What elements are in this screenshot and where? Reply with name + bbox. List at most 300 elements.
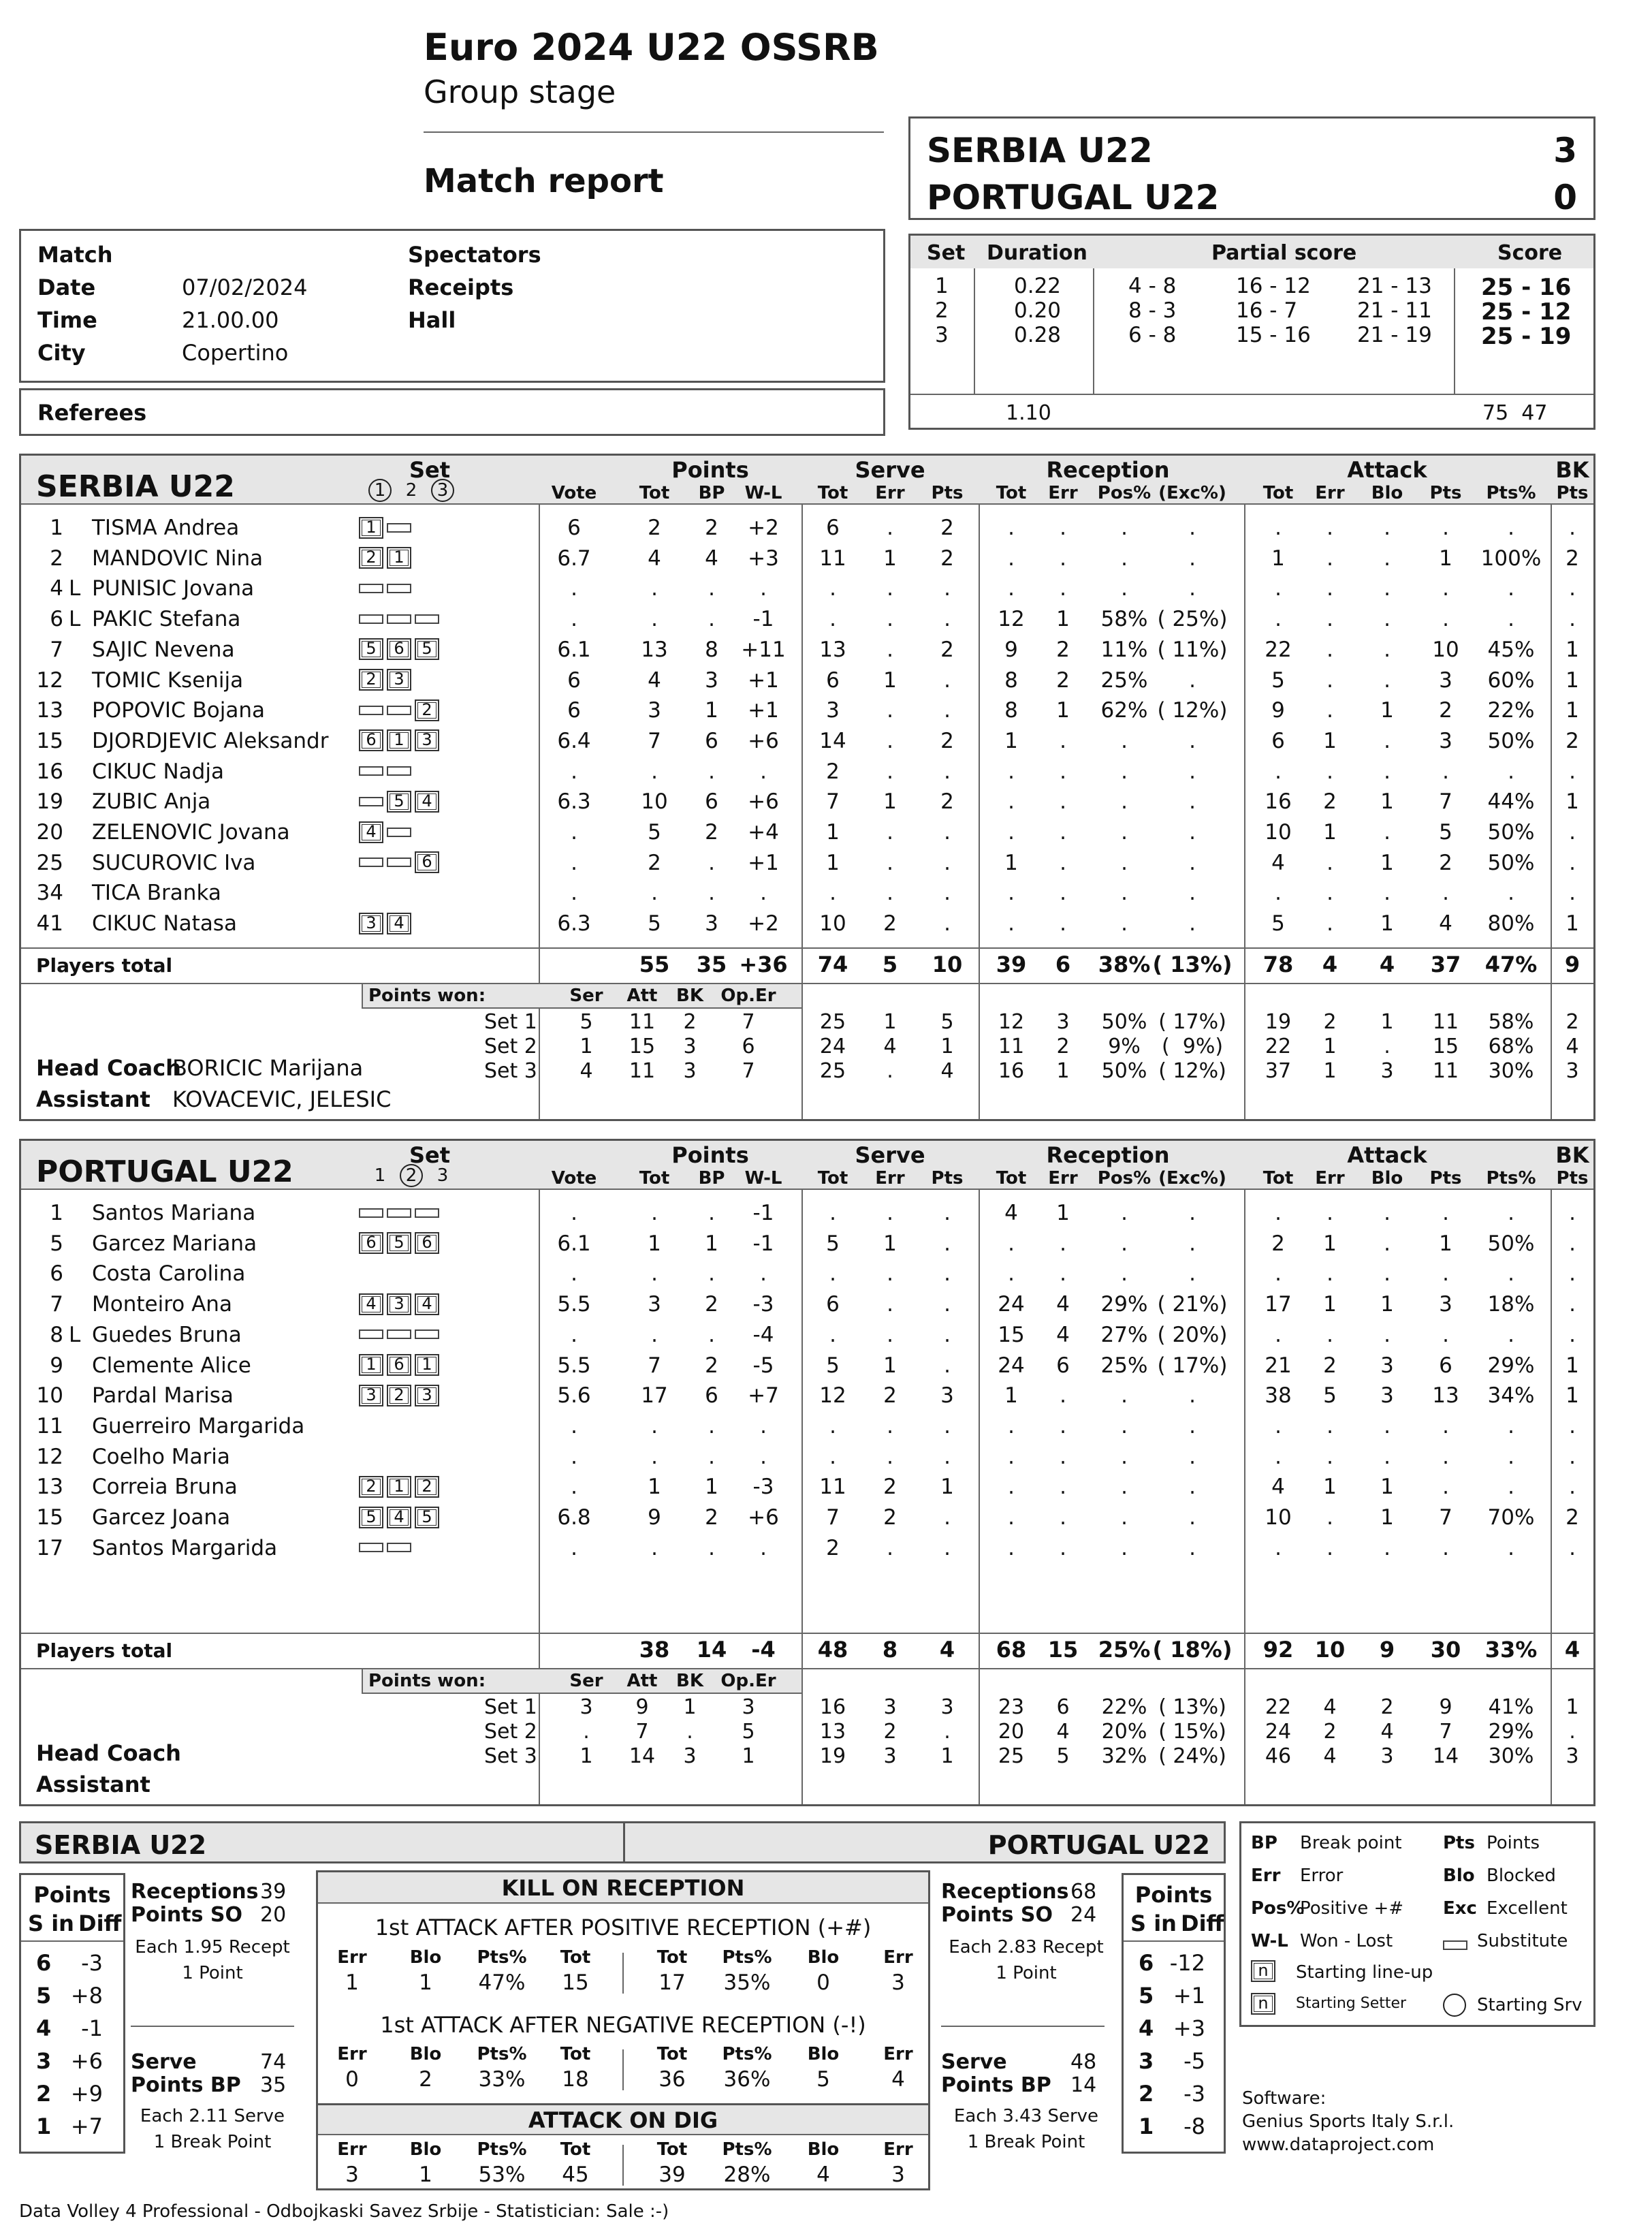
stat-apts: . bbox=[1442, 576, 1449, 601]
set-aerr: 2 bbox=[1323, 1010, 1337, 1034]
stat-atot: 6 bbox=[1271, 728, 1285, 753]
kill-divider bbox=[622, 2145, 624, 2186]
stat-atot: . bbox=[1275, 607, 1282, 632]
stat-aptsp: . bbox=[1508, 576, 1514, 601]
pw-bk: BK bbox=[676, 1671, 703, 1691]
kill-value: 0 bbox=[345, 2067, 359, 2092]
stat-atot: 9 bbox=[1271, 698, 1285, 723]
report-subtitle: Group stage bbox=[424, 74, 616, 110]
partial-score-16: 16 - 7 bbox=[1236, 298, 1298, 323]
stat-vote: 5.6 bbox=[557, 1383, 591, 1409]
pw-oper-value: 7 bbox=[742, 1010, 755, 1034]
stat-apts: . bbox=[1442, 1261, 1449, 1287]
stat-serr: 1 bbox=[883, 1353, 897, 1378]
stat-stot: 1 bbox=[826, 820, 840, 845]
stat-serr: 1 bbox=[883, 667, 897, 693]
pw-ser-value: 5 bbox=[579, 1010, 593, 1034]
legend-pts-text: Points bbox=[1487, 1833, 1540, 1853]
set-number: 2 bbox=[935, 298, 949, 323]
rotation-number: 2 bbox=[1139, 2081, 1154, 2107]
kill-col-header: Err bbox=[337, 2139, 367, 2160]
pw-bk-value: 2 bbox=[683, 1010, 697, 1034]
starting-position-icon: 3 bbox=[415, 1385, 439, 1406]
stat-rerr: . bbox=[1060, 1475, 1066, 1500]
substitute-icon bbox=[387, 766, 411, 776]
stat-ptot: . bbox=[651, 759, 658, 784]
kill-value: 36% bbox=[723, 2067, 771, 2092]
away-rot-diff-label: Diff bbox=[1181, 1910, 1224, 1936]
starting-position-icon: 1 bbox=[415, 1354, 439, 1376]
player-row bbox=[21, 604, 1587, 634]
software-url[interactable]: www.dataproject.com bbox=[1242, 2135, 1435, 2155]
kill-col-header: Tot bbox=[560, 2139, 591, 2160]
player-name: TISMA Andrea bbox=[92, 516, 240, 540]
total-ablo: 9 bbox=[1379, 1637, 1395, 1663]
subheader-serr: Err bbox=[875, 1168, 905, 1189]
stat-wl: +4 bbox=[748, 820, 779, 845]
set-bk: 3 bbox=[1566, 1744, 1579, 1768]
pw-bk-value: 3 bbox=[683, 1059, 697, 1083]
stat-spts: 2 bbox=[940, 516, 954, 540]
stat-ptot: . bbox=[651, 1261, 658, 1287]
stat-bk: . bbox=[1569, 1201, 1576, 1225]
set-indicator bbox=[368, 479, 491, 503]
kill-col-header: Tot bbox=[656, 2139, 688, 2160]
totals-divider bbox=[21, 1633, 1593, 1634]
stat-aerr: . bbox=[1327, 1444, 1333, 1469]
player-number: 1 bbox=[50, 516, 63, 540]
stat-wl: -1 bbox=[752, 607, 774, 632]
stat-bp: 2 bbox=[705, 1353, 718, 1378]
stat-aerr: . bbox=[1327, 698, 1333, 723]
stat-rtot: 4 bbox=[1004, 1201, 1018, 1225]
stat-vote: 6 bbox=[567, 698, 581, 723]
away-rot-points-label: Points bbox=[1134, 1882, 1213, 1908]
player-row bbox=[21, 878, 1587, 908]
home-sets-won: 3 bbox=[1553, 131, 1577, 170]
player-row bbox=[21, 1289, 1587, 1319]
stat-serr: 1 bbox=[883, 546, 897, 571]
total-rerr: 6 bbox=[1055, 951, 1071, 977]
subheader-spts: Pts bbox=[931, 1168, 964, 1189]
header-serve: Serve bbox=[855, 1142, 925, 1168]
starting-position-icon: 5 bbox=[359, 638, 383, 660]
set-spts: 3 bbox=[940, 1695, 954, 1719]
rotation-number: 4 bbox=[1139, 2015, 1154, 2041]
player-number: 2 bbox=[50, 546, 63, 571]
stat-rpos: 29% bbox=[1100, 1292, 1148, 1317]
partial-score-8: 4 - 8 bbox=[1128, 274, 1177, 298]
stat-ablo: 1 bbox=[1380, 850, 1394, 875]
away-so: 24 bbox=[1070, 1903, 1097, 1927]
legend-pts: Pts bbox=[1443, 1833, 1475, 1853]
summary-home-name: SERBIA U22 bbox=[35, 1830, 207, 1860]
stat-serr: . bbox=[887, 1292, 893, 1317]
player-row bbox=[21, 817, 1587, 847]
dig-title: ATTACK ON DIG bbox=[318, 2105, 928, 2135]
stat-aerr: . bbox=[1327, 1322, 1333, 1347]
total-wl: -4 bbox=[751, 1637, 776, 1663]
player-number: 34 bbox=[36, 881, 63, 906]
stat-apts: 7 bbox=[1439, 1505, 1452, 1530]
player-row bbox=[21, 665, 1587, 695]
subheader-vote: Vote bbox=[551, 483, 597, 503]
stat-aerr: . bbox=[1327, 1505, 1333, 1530]
total-serr: 5 bbox=[882, 951, 898, 977]
stat-ptot: 1 bbox=[648, 1231, 661, 1256]
stat-bk: 1 bbox=[1566, 667, 1579, 693]
set-2-indicator: 2 bbox=[405, 480, 417, 501]
stat-rerr: . bbox=[1060, 1535, 1066, 1560]
header-divider bbox=[424, 131, 884, 133]
legend-bp-text: Break point bbox=[1300, 1833, 1402, 1853]
stat-serr: . bbox=[887, 607, 893, 632]
stat-atot: . bbox=[1275, 1261, 1282, 1287]
stat-aerr: . bbox=[1327, 911, 1333, 937]
subheader-aerr: Err bbox=[1315, 483, 1345, 503]
substitute-icon bbox=[359, 614, 383, 624]
rotation-number: 3 bbox=[36, 2048, 52, 2074]
stat-rexc: . bbox=[1189, 1413, 1196, 1438]
pw-att-value: 15 bbox=[629, 1035, 656, 1058]
home-serve: 74 bbox=[260, 2050, 287, 2074]
total-aerr: 4 bbox=[1322, 951, 1338, 977]
stat-vote: . bbox=[571, 759, 577, 784]
legend-sub-text: Substitute bbox=[1477, 1931, 1568, 1951]
stat-vote: 6.7 bbox=[557, 546, 591, 571]
kill-col-header: Err bbox=[883, 2139, 913, 2160]
stat-ptot: . bbox=[651, 1322, 658, 1347]
stat-ablo: . bbox=[1384, 1201, 1391, 1225]
player-name: Guedes Bruna bbox=[92, 1322, 242, 1347]
stat-wl: -3 bbox=[752, 1292, 774, 1317]
home-so-label: Points SO bbox=[131, 1903, 242, 1927]
total-atot: 92 bbox=[1262, 1637, 1294, 1663]
legend-wl-text: Won - Lost bbox=[1300, 1931, 1393, 1951]
set-bk: 1 bbox=[1566, 1695, 1579, 1719]
stat-aerr: 1 bbox=[1323, 820, 1337, 845]
stat-vote: 5.5 bbox=[557, 1353, 591, 1378]
stat-spts: . bbox=[944, 1292, 951, 1317]
subheader-rpos: Pos% bbox=[1097, 1168, 1151, 1189]
rotation-number: 1 bbox=[1139, 2113, 1154, 2139]
stat-wl: +2 bbox=[748, 911, 779, 937]
total-stot: 48 bbox=[817, 1637, 848, 1663]
header-points: Points bbox=[671, 457, 749, 483]
libero-flag: L bbox=[69, 607, 81, 632]
pw-bk-value: 3 bbox=[683, 1744, 697, 1768]
stat-aptsp: 60% bbox=[1487, 667, 1535, 693]
assistant-label: Assistant bbox=[36, 1086, 150, 1112]
away-serve-label: Serve bbox=[941, 2050, 1007, 2074]
total-score: 75 47 bbox=[1482, 401, 1548, 425]
stat-ablo: . bbox=[1384, 728, 1391, 753]
stat-atot: 1 bbox=[1271, 546, 1285, 571]
stat-rexc: . bbox=[1189, 820, 1196, 845]
player-rotation bbox=[359, 542, 415, 572]
stat-wl: +3 bbox=[748, 546, 779, 571]
stat-rexc: . bbox=[1189, 911, 1196, 937]
stat-rerr: 4 bbox=[1056, 1322, 1070, 1347]
stat-ptot: 2 bbox=[648, 850, 661, 875]
stat-stot: 13 bbox=[819, 637, 846, 662]
stat-rtot: 1 bbox=[1004, 850, 1018, 875]
starting-position-icon: 3 bbox=[387, 1293, 411, 1315]
stat-ptot: 1 bbox=[648, 1475, 661, 1500]
stat-aptsp: . bbox=[1508, 1444, 1514, 1469]
stat-stot: 2 bbox=[826, 1535, 840, 1560]
set-atot: 19 bbox=[1265, 1010, 1292, 1034]
stat-ptot: 7 bbox=[648, 1353, 661, 1378]
substitute-icon bbox=[387, 523, 411, 533]
player-name: Santos Margarida bbox=[92, 1535, 278, 1560]
stat-rpos: . bbox=[1121, 1261, 1128, 1287]
header-bk: BK bbox=[1555, 457, 1589, 483]
player-number: 15 bbox=[36, 728, 63, 753]
stat-rpos: . bbox=[1121, 911, 1128, 937]
stat-rpos: . bbox=[1121, 759, 1128, 784]
stat-serr: . bbox=[887, 1201, 893, 1225]
set-rtot: 16 bbox=[998, 1059, 1025, 1083]
set-stot: 25 bbox=[819, 1010, 846, 1034]
stat-rerr: 1 bbox=[1056, 607, 1070, 632]
stat-serr: 2 bbox=[883, 1475, 897, 1500]
set-3-indicator: 3 bbox=[431, 479, 454, 502]
away-rec-pt: 1 Point bbox=[996, 1963, 1057, 1983]
stat-atot: 21 bbox=[1265, 1353, 1292, 1378]
stat-apts: . bbox=[1442, 1444, 1449, 1469]
starting-position-icon: 2 bbox=[359, 1476, 383, 1498]
home-bp-label: Points BP bbox=[131, 2073, 241, 2097]
starting-position-icon: 1 bbox=[387, 729, 411, 751]
stat-rerr: . bbox=[1060, 759, 1066, 784]
subheader-bp: BP bbox=[698, 483, 725, 503]
substitute-icon bbox=[387, 1543, 411, 1552]
player-rotation bbox=[359, 512, 415, 541]
stat-ptot: . bbox=[651, 1535, 658, 1560]
player-name: TOMIC Ksenija bbox=[92, 667, 244, 693]
stat-bp: . bbox=[708, 1201, 715, 1225]
stat-stot: . bbox=[829, 1444, 836, 1469]
stat-rpos: . bbox=[1121, 728, 1128, 753]
stat-ptot: 10 bbox=[641, 789, 668, 815]
home-rotation-box bbox=[19, 1873, 125, 2154]
stat-serr: . bbox=[887, 1413, 893, 1438]
stat-wl: . bbox=[760, 881, 767, 906]
stat-atot: 5 bbox=[1271, 667, 1285, 693]
total-bp: 14 bbox=[696, 1637, 727, 1663]
starting-position-icon: 3 bbox=[359, 913, 383, 934]
stat-ablo: . bbox=[1384, 1322, 1391, 1347]
stat-rpos: 58% bbox=[1100, 607, 1148, 632]
pw-bk-value: 3 bbox=[683, 1035, 697, 1058]
stat-aptsp: 50% bbox=[1487, 850, 1535, 875]
starting-position-icon: 2 bbox=[415, 1476, 439, 1498]
stat-ablo: . bbox=[1384, 667, 1391, 693]
set-rerr: 5 bbox=[1056, 1744, 1070, 1768]
subheader-atot: Tot bbox=[1262, 483, 1294, 503]
set-spts: 1 bbox=[940, 1035, 954, 1058]
player-name: Pardal Marisa bbox=[92, 1383, 234, 1409]
rotation-diff: -3 bbox=[1184, 2081, 1205, 2107]
stat-apts: 10 bbox=[1432, 637, 1459, 662]
pw-att-value: 7 bbox=[635, 1720, 649, 1744]
header-set: Set bbox=[409, 1142, 451, 1168]
stat-ptot: 3 bbox=[648, 698, 661, 723]
set-serr: . bbox=[887, 1059, 893, 1083]
stat-stot: . bbox=[829, 1261, 836, 1287]
player-name: Garcez Joana bbox=[92, 1505, 231, 1530]
total-bp: 35 bbox=[696, 951, 727, 977]
player-name: SUCUROVIC Iva bbox=[92, 850, 256, 875]
set-aerr: 4 bbox=[1323, 1695, 1337, 1719]
summary-away-header bbox=[623, 1821, 1226, 1863]
pw-ser-value: 4 bbox=[579, 1059, 593, 1083]
set-serr: 3 bbox=[883, 1744, 897, 1768]
player-number: 41 bbox=[36, 911, 63, 937]
points-won-label: Points won: bbox=[368, 986, 486, 1006]
stat-aptsp: . bbox=[1508, 1201, 1514, 1225]
legend-wl: W-L bbox=[1251, 1931, 1288, 1951]
partial-score-21: 21 - 11 bbox=[1357, 298, 1432, 323]
stat-rtot: . bbox=[1008, 881, 1015, 906]
away-so-label: Points SO bbox=[941, 1903, 1053, 1927]
player-row bbox=[21, 726, 1587, 756]
player-row bbox=[21, 635, 1587, 665]
set-label: Set 2 bbox=[484, 1035, 537, 1058]
total-spts: 4 bbox=[939, 1637, 955, 1663]
stat-apts: 2 bbox=[1439, 850, 1452, 875]
player-name: POPOVIC Bojana bbox=[92, 698, 265, 723]
stat-rerr: . bbox=[1060, 881, 1066, 906]
set-rpos: 50% bbox=[1101, 1010, 1147, 1034]
stat-atot: 16 bbox=[1265, 789, 1292, 815]
stat-apts: 6 bbox=[1439, 1353, 1452, 1378]
kill-value: 1 bbox=[345, 1970, 359, 1995]
stat-rtot: . bbox=[1008, 759, 1015, 784]
player-rotation bbox=[359, 907, 415, 937]
stat-apts: 3 bbox=[1439, 1292, 1452, 1317]
total-rerr: 15 bbox=[1047, 1637, 1079, 1663]
set-aerr: 1 bbox=[1323, 1059, 1337, 1083]
subheader-ptot: Tot bbox=[639, 483, 670, 503]
stat-ptot: . bbox=[651, 1201, 658, 1225]
stat-vote: . bbox=[571, 1322, 577, 1347]
kill-value: 39 bbox=[658, 2162, 686, 2187]
player-name: ZUBIC Anja bbox=[92, 789, 211, 815]
set-aptsp: 58% bbox=[1488, 1010, 1534, 1034]
starting-position-icon: 2 bbox=[415, 699, 439, 721]
stat-rpos: 25% bbox=[1100, 667, 1148, 693]
header-serve: Serve bbox=[855, 457, 925, 483]
player-rotation bbox=[359, 1470, 443, 1500]
stat-ptot: . bbox=[651, 881, 658, 906]
stat-rerr: . bbox=[1060, 1444, 1066, 1469]
substitute-icon bbox=[359, 1208, 383, 1218]
date-value: 07/02/2024 bbox=[182, 274, 308, 300]
rotation-diff: +3 bbox=[1173, 2015, 1205, 2041]
set-atot: 37 bbox=[1265, 1059, 1292, 1083]
stat-bk: . bbox=[1569, 1292, 1576, 1317]
rotation-number: 6 bbox=[1139, 1950, 1154, 1976]
stat-serr: . bbox=[887, 1322, 893, 1347]
stat-atot: 38 bbox=[1265, 1383, 1292, 1409]
player-row bbox=[21, 1411, 1587, 1441]
legend-box bbox=[1239, 1821, 1595, 2027]
legend-substitute-icon bbox=[1443, 1940, 1467, 1950]
player-number: 1 bbox=[50, 1201, 63, 1225]
stat-rexc: ( 12%) bbox=[1157, 698, 1228, 723]
players-total-label: Players total bbox=[36, 954, 173, 977]
kill-value: 3 bbox=[345, 2162, 359, 2187]
set-atot: 24 bbox=[1265, 1720, 1292, 1744]
set-apts: 11 bbox=[1432, 1059, 1459, 1083]
stat-apts: 3 bbox=[1439, 667, 1452, 693]
set-label: Set 2 bbox=[484, 1720, 537, 1744]
kill-col-header: Tot bbox=[560, 1947, 591, 1968]
rotation-number: 3 bbox=[1139, 2048, 1154, 2074]
stat-stot: 12 bbox=[819, 1383, 846, 1409]
stat-atot: . bbox=[1275, 1201, 1282, 1225]
stat-apts: . bbox=[1442, 1413, 1449, 1438]
player-rotation bbox=[359, 816, 415, 846]
subheader-rexc: (Exc%) bbox=[1158, 483, 1226, 503]
starting-position-icon: 6 bbox=[415, 1232, 439, 1254]
stat-rpos: . bbox=[1121, 1413, 1128, 1438]
stat-wl: -4 bbox=[752, 1322, 774, 1347]
stat-rpos: . bbox=[1121, 546, 1128, 571]
set-2-indicator: 2 bbox=[400, 1164, 423, 1187]
stat-ablo: 1 bbox=[1380, 1505, 1394, 1530]
away-rot-sin-label: S in bbox=[1130, 1910, 1177, 1936]
stat-rpos: . bbox=[1121, 1475, 1128, 1500]
set-stot: 25 bbox=[819, 1059, 846, 1083]
stat-apts: . bbox=[1442, 1201, 1449, 1225]
stat-spts: . bbox=[944, 698, 951, 723]
stat-rerr: . bbox=[1060, 576, 1066, 601]
stat-aerr: 2 bbox=[1323, 1353, 1337, 1378]
home-rot-sin-label: S in bbox=[28, 1910, 74, 1936]
set-label: Set 1 bbox=[484, 1010, 537, 1034]
set-stot: 19 bbox=[819, 1744, 846, 1768]
pw-att-value: 11 bbox=[629, 1010, 656, 1034]
substitute-icon bbox=[387, 858, 411, 867]
stat-aptsp: . bbox=[1508, 516, 1514, 540]
set-ablo: 1 bbox=[1380, 1010, 1394, 1034]
stat-bp: 3 bbox=[705, 667, 718, 693]
legend-bp: BP bbox=[1251, 1833, 1277, 1853]
stat-rexc: . bbox=[1189, 1535, 1196, 1560]
stat-rtot: . bbox=[1008, 911, 1015, 937]
stat-atot: . bbox=[1275, 516, 1282, 540]
partial-score-16: 16 - 12 bbox=[1236, 274, 1311, 298]
stat-rerr: . bbox=[1060, 1505, 1066, 1530]
kill-value: 18 bbox=[562, 2067, 589, 2092]
stat-ablo: 1 bbox=[1380, 911, 1394, 937]
legend-err: Err bbox=[1251, 1866, 1281, 1886]
total-rpos: 38% bbox=[1098, 951, 1151, 977]
attack-on-dig-box bbox=[316, 2103, 930, 2190]
set-1-indicator: 1 bbox=[374, 1165, 386, 1186]
away-rotation-box bbox=[1122, 1873, 1226, 2154]
set-score: 25 - 12 bbox=[1481, 298, 1572, 326]
stat-vote: . bbox=[571, 881, 577, 906]
set-rexc: ( 24%) bbox=[1158, 1744, 1226, 1768]
assistant-name: KOVACEVIC, JELESIC bbox=[172, 1086, 392, 1112]
set-duration: 0.22 bbox=[1014, 274, 1062, 298]
stat-wl: . bbox=[760, 1535, 767, 1560]
away-team-table bbox=[19, 1139, 1595, 1806]
